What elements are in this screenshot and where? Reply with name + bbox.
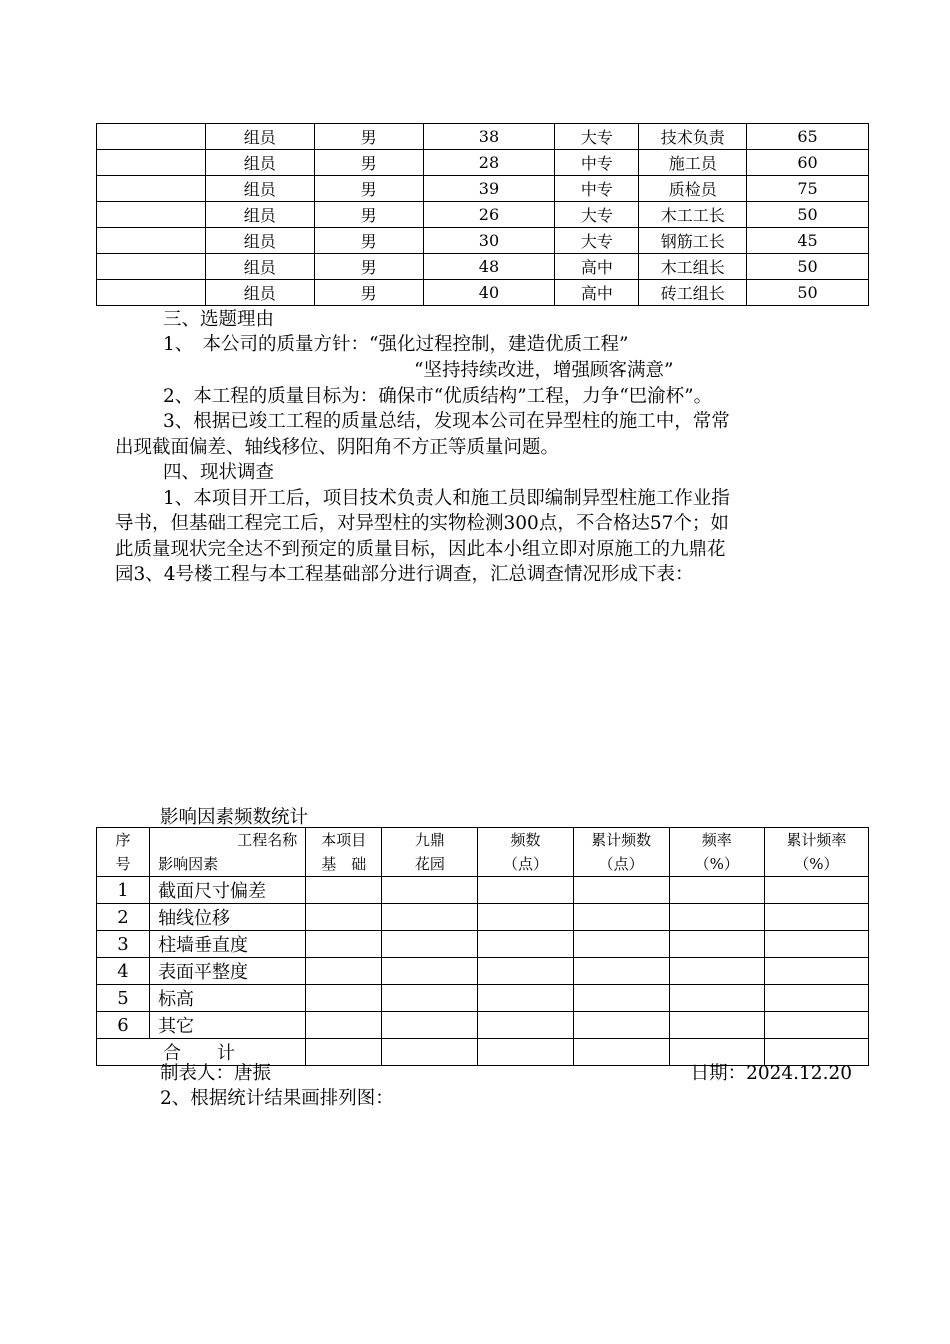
member-age-cell: 39 bbox=[423, 176, 555, 202]
member-role-cell: 组员 bbox=[205, 124, 314, 150]
member-edu-cell: 中专 bbox=[555, 176, 639, 202]
table-cell bbox=[669, 931, 764, 958]
section4-heading: 四、现状调查 bbox=[163, 462, 275, 483]
member-gender-cell: 男 bbox=[314, 254, 423, 280]
footer-line bbox=[160, 1059, 852, 1085]
pareto-note: 2、根据统计结果画排列图： bbox=[160, 1088, 394, 1109]
table-cell bbox=[764, 931, 868, 958]
member-role-cell: 组员 bbox=[205, 150, 314, 176]
table-row bbox=[97, 124, 869, 150]
member-score-cell: 50 bbox=[747, 280, 869, 306]
factor-name: 其它 bbox=[150, 1012, 306, 1039]
table-cell bbox=[382, 958, 478, 985]
factor-name: 轴线位移 bbox=[150, 904, 306, 931]
member-score-cell: 60 bbox=[747, 150, 869, 176]
row-number: 1 bbox=[97, 877, 150, 904]
member-gender-cell: 男 bbox=[314, 124, 423, 150]
stats-header-row bbox=[97, 828, 869, 877]
survey-1-line4: 园3、4号楼工程与本工程基础部分进行调查，汇总调查情况形成下表： bbox=[115, 564, 694, 585]
member-age-cell: 26 bbox=[423, 202, 555, 228]
table-cell bbox=[764, 877, 868, 904]
survey-1-line3: 此质量现状完全达不到预定的质量目标，因此本小组立即对原施工的九鼎花 bbox=[115, 539, 726, 560]
member-edu-cell: 大专 bbox=[555, 228, 639, 254]
section3-heading: 三、选题理由 bbox=[163, 309, 275, 330]
member-job-cell: 砖工组长 bbox=[639, 280, 747, 306]
table-row bbox=[97, 280, 869, 306]
member-name-cell bbox=[97, 150, 206, 176]
member-gender-cell: 男 bbox=[314, 202, 423, 228]
member-name-cell bbox=[97, 202, 206, 228]
table-cell bbox=[306, 931, 382, 958]
member-age-cell: 38 bbox=[423, 124, 555, 150]
table-cell bbox=[573, 877, 669, 904]
table-cell bbox=[306, 904, 382, 931]
member-role-cell: 组员 bbox=[205, 254, 314, 280]
stats-caption: 影响因素频数统计 bbox=[160, 807, 309, 828]
member-edu-cell: 大专 bbox=[555, 202, 639, 228]
survey-1-line2: 导书，但基础工程完工后，对异型柱的实物检测300点，不合格达57个；如 bbox=[115, 513, 729, 534]
member-edu-cell: 高中 bbox=[555, 254, 639, 280]
table-date: 日期：2024.12.20 bbox=[690, 1063, 852, 1084]
member-score-cell: 45 bbox=[747, 228, 869, 254]
member-role-cell: 组员 bbox=[205, 280, 314, 306]
row-number: 4 bbox=[97, 958, 150, 985]
reason-3: 3、根据已竣工工程的质量总结，发现本公司在异型柱的施工中，常常 bbox=[163, 411, 730, 432]
table-row bbox=[97, 176, 869, 202]
header-cumulative-frequency: 累计频数 （点） bbox=[573, 828, 669, 877]
row-number: 6 bbox=[97, 1012, 150, 1039]
member-name-cell bbox=[97, 124, 206, 150]
member-job-cell: 木工工长 bbox=[639, 202, 747, 228]
table-cell bbox=[478, 985, 573, 1012]
member-score-cell: 50 bbox=[747, 202, 869, 228]
member-role-cell: 组员 bbox=[205, 176, 314, 202]
table-row bbox=[97, 904, 869, 931]
table-cell bbox=[764, 1012, 868, 1039]
table-cell bbox=[669, 877, 764, 904]
reason-1: 1、 本公司的质量方针：“强化过程控制，建造优质工程” bbox=[163, 334, 629, 355]
member-score-cell: 50 bbox=[747, 254, 869, 280]
table-cell bbox=[478, 877, 573, 904]
total-label: 合 计 bbox=[97, 1039, 306, 1066]
table-cell bbox=[382, 985, 478, 1012]
factor-name: 表面平整度 bbox=[150, 958, 306, 985]
member-role-cell: 组员 bbox=[205, 228, 314, 254]
table-cell bbox=[478, 958, 573, 985]
factor-name: 截面尺寸偏差 bbox=[150, 877, 306, 904]
member-job-cell: 技术负责 bbox=[639, 124, 747, 150]
header-cumulative-rate: 累计频率 （%） bbox=[764, 828, 868, 877]
table-cell bbox=[764, 958, 868, 985]
member-gender-cell: 男 bbox=[314, 176, 423, 202]
row-number: 5 bbox=[97, 985, 150, 1012]
member-job-cell: 质检员 bbox=[639, 176, 747, 202]
table-row bbox=[97, 150, 869, 176]
reason-1-cont: “坚持持续改进，增强顾客满意” bbox=[414, 360, 674, 381]
table-cell bbox=[382, 931, 478, 958]
table-row bbox=[97, 985, 869, 1012]
table-cell bbox=[669, 904, 764, 931]
member-name-cell bbox=[97, 280, 206, 306]
member-gender-cell: 男 bbox=[314, 150, 423, 176]
table-row bbox=[97, 254, 869, 280]
table-cell bbox=[306, 877, 382, 904]
table-row bbox=[97, 228, 869, 254]
member-score-cell: 75 bbox=[747, 176, 869, 202]
header-project-factor: 工程名称 影响因素 bbox=[150, 828, 306, 877]
table-cell bbox=[382, 904, 478, 931]
table-cell bbox=[306, 958, 382, 985]
factor-name: 柱墙垂直度 bbox=[150, 931, 306, 958]
header-seq: 序 号 bbox=[97, 828, 150, 877]
table-cell bbox=[573, 985, 669, 1012]
member-age-cell: 48 bbox=[423, 254, 555, 280]
table-cell bbox=[764, 904, 868, 931]
table-cell bbox=[306, 1012, 382, 1039]
reason-3-cont: 出现截面偏差、轴线移位、阴阳角不方正等质量问题。 bbox=[115, 437, 560, 458]
member-job-cell: 施工员 bbox=[639, 150, 747, 176]
member-job-cell: 钢筋工长 bbox=[639, 228, 747, 254]
table-cell bbox=[478, 1012, 573, 1039]
table-cell bbox=[382, 877, 478, 904]
member-edu-cell: 大专 bbox=[555, 124, 639, 150]
member-edu-cell: 高中 bbox=[555, 280, 639, 306]
member-score-cell: 65 bbox=[747, 124, 869, 150]
stats-body bbox=[97, 877, 869, 1039]
member-name-cell bbox=[97, 228, 206, 254]
members-body bbox=[97, 124, 869, 306]
survey-1: 1、本项目开工后，项目技术负责人和施工员即编制异型柱施工作业指 bbox=[163, 488, 730, 509]
reason-2: 2、本工程的质量目标为：确保市“优质结构”工程，力争“巴渝杯”。 bbox=[163, 386, 713, 407]
member-role-cell: 组员 bbox=[205, 202, 314, 228]
table-cell bbox=[573, 1012, 669, 1039]
table-row bbox=[97, 202, 869, 228]
table-cell bbox=[478, 931, 573, 958]
member-name-cell bbox=[97, 176, 206, 202]
row-number: 2 bbox=[97, 904, 150, 931]
table-cell bbox=[573, 958, 669, 985]
member-age-cell: 28 bbox=[423, 150, 555, 176]
table-cell bbox=[573, 904, 669, 931]
table-cell bbox=[306, 985, 382, 1012]
member-job-cell: 木工组长 bbox=[639, 254, 747, 280]
table-maker: 制表人：唐振 bbox=[160, 1063, 272, 1084]
table-cell bbox=[382, 1012, 478, 1039]
member-age-cell: 30 bbox=[423, 228, 555, 254]
members-table bbox=[96, 123, 869, 306]
table-cell bbox=[669, 985, 764, 1012]
table-cell bbox=[669, 958, 764, 985]
row-number: 3 bbox=[97, 931, 150, 958]
member-edu-cell: 中专 bbox=[555, 150, 639, 176]
member-name-cell bbox=[97, 254, 206, 280]
table-row bbox=[97, 931, 869, 958]
stats-table bbox=[96, 827, 869, 1066]
member-gender-cell: 男 bbox=[314, 228, 423, 254]
header-frequency: 频数 （点） bbox=[478, 828, 573, 877]
factor-name: 标高 bbox=[150, 985, 306, 1012]
header-base: 本项目 基 础 bbox=[306, 828, 382, 877]
member-age-cell: 40 bbox=[423, 280, 555, 306]
table-cell bbox=[478, 904, 573, 931]
table-cell bbox=[669, 1012, 764, 1039]
table-cell bbox=[764, 985, 868, 1012]
table-row bbox=[97, 958, 869, 985]
table-cell bbox=[573, 931, 669, 958]
member-gender-cell: 男 bbox=[314, 280, 423, 306]
header-rate: 频率 （%） bbox=[669, 828, 764, 877]
table-row bbox=[97, 877, 869, 904]
table-row bbox=[97, 1012, 869, 1039]
header-jiuding: 九鼎 花园 bbox=[382, 828, 478, 877]
